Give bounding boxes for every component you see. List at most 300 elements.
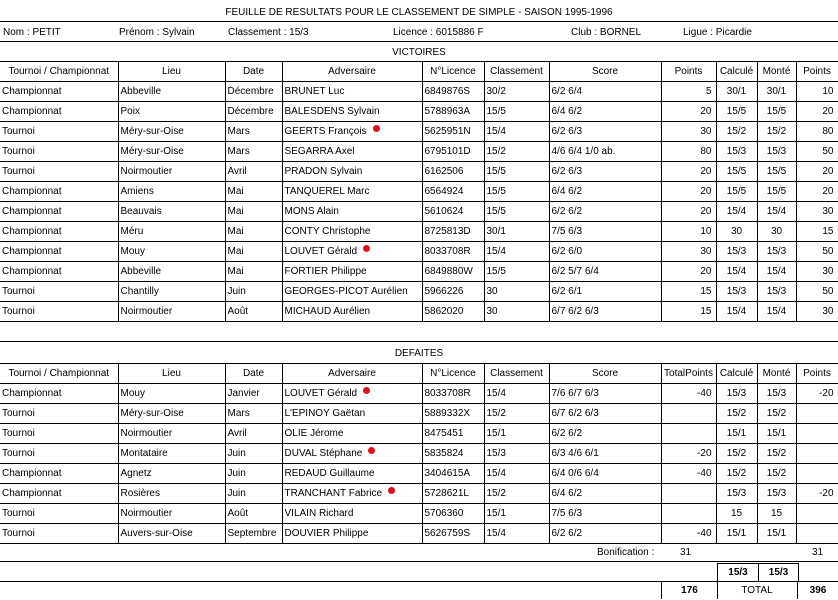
cell-adversaire bbox=[282, 384, 422, 404]
table-row bbox=[0, 182, 838, 202]
cell-points2: 50 bbox=[796, 242, 838, 262]
cell-date: Mai bbox=[225, 222, 282, 242]
opponent-name: LOUVET Gérald bbox=[284, 388, 358, 399]
table-row bbox=[0, 142, 838, 162]
cell-type: Championnat bbox=[0, 384, 118, 404]
column-header: Lieu bbox=[118, 364, 225, 384]
cell-monte: 30 bbox=[757, 222, 796, 242]
cell-monte: 15/4 bbox=[757, 202, 796, 222]
cell-monte: 15/3 bbox=[757, 282, 796, 302]
cell-calcule: 15/3 bbox=[716, 282, 757, 302]
cell-classement: 30/1 bbox=[484, 222, 549, 242]
cell-licence: 6795101D bbox=[422, 142, 484, 162]
cell-lieu: Méry-sur-Oise bbox=[118, 122, 225, 142]
cell-calcule: 30 bbox=[716, 222, 757, 242]
cell-licence: 6849880W bbox=[422, 262, 484, 282]
cell-points: 20 bbox=[661, 102, 716, 122]
cell-points: 5 bbox=[661, 82, 716, 102]
cell-points: -40 bbox=[661, 384, 716, 404]
cell-points: 20 bbox=[661, 162, 716, 182]
cell-adversaire bbox=[282, 464, 422, 484]
cell-lieu: Noirmoutier bbox=[118, 424, 225, 444]
cell-calcule: 15/3 bbox=[716, 242, 757, 262]
cell-classement: 30 bbox=[484, 282, 549, 302]
cell-date: Juin bbox=[225, 444, 282, 464]
cell-points: 15 bbox=[661, 302, 716, 322]
cell-adversaire bbox=[282, 182, 422, 202]
cell-type: Championnat bbox=[0, 262, 118, 282]
cell-licence: 5788963A bbox=[422, 102, 484, 122]
cell-lieu: Montataire bbox=[118, 444, 225, 464]
red-dot-marker-icon bbox=[363, 387, 370, 394]
cell-classement: 30/2 bbox=[484, 82, 549, 102]
table-row bbox=[0, 484, 838, 504]
cell-classement: 15/2 bbox=[484, 404, 549, 424]
opponent-name: MICHAUD Aurélien bbox=[284, 306, 371, 317]
opponent-name: BRUNET Luc bbox=[284, 86, 345, 97]
red-dot-marker-icon bbox=[388, 487, 395, 494]
cell-adversaire bbox=[282, 302, 422, 322]
cell-adversaire bbox=[282, 484, 422, 504]
cell-date: Mai bbox=[225, 262, 282, 282]
column-header: Lieu bbox=[118, 62, 225, 82]
cell-lieu: Abbeville bbox=[118, 262, 225, 282]
column-header: Score bbox=[549, 364, 661, 384]
table-row bbox=[0, 102, 838, 122]
cell-calcule: 15/2 bbox=[716, 122, 757, 142]
cell-classement: 15/4 bbox=[484, 524, 549, 544]
cell-score: 7/5 6/3 bbox=[549, 222, 661, 242]
cell-adversaire bbox=[282, 242, 422, 262]
cell-date: Mars bbox=[225, 122, 282, 142]
cell-points: 15 bbox=[661, 282, 716, 302]
cell-points bbox=[661, 424, 716, 444]
cell-type: Tournoi bbox=[0, 504, 118, 524]
opponent-name: PRADON Sylvain bbox=[284, 166, 363, 177]
table-row bbox=[0, 504, 838, 524]
cell-classement: 15/1 bbox=[484, 504, 549, 524]
cell-classement: 15/4 bbox=[484, 242, 549, 262]
column-header: Tournoi / Championnat bbox=[0, 62, 118, 82]
opponent-name: FORTIER Philippe bbox=[284, 266, 367, 277]
cell-date: Août bbox=[225, 504, 282, 524]
cell-lieu: Beauvais bbox=[118, 202, 225, 222]
cell-classement: 15/5 bbox=[484, 102, 549, 122]
cell-monte: 15/2 bbox=[757, 444, 796, 464]
cell-points bbox=[661, 484, 716, 504]
cell-points2: 80 bbox=[796, 122, 838, 142]
table-row bbox=[0, 162, 838, 182]
cell-licence: 5862020 bbox=[422, 302, 484, 322]
cell-licence: 6162506 bbox=[422, 162, 484, 182]
cell-lieu: Agnetz bbox=[118, 464, 225, 484]
cell-calcule: 15 bbox=[716, 504, 757, 524]
cell-monte: 15/3 bbox=[757, 242, 796, 262]
cell-calcule: 15/5 bbox=[716, 162, 757, 182]
table-row bbox=[0, 302, 838, 322]
cell-points: 20 bbox=[661, 182, 716, 202]
cell-monte: 15/2 bbox=[757, 122, 796, 142]
column-header: Date bbox=[225, 62, 282, 82]
opponent-name: TANQUEREL Marc bbox=[284, 186, 370, 197]
cell-score: 4/6 6/4 1/0 ab. bbox=[549, 142, 661, 162]
cell-licence: 5835824 bbox=[422, 444, 484, 464]
cell-points2: -20 bbox=[796, 484, 838, 504]
cell-lieu: Mouy bbox=[118, 242, 225, 262]
cell-calcule: 15/1 bbox=[716, 524, 757, 544]
cell-licence: 8033708R bbox=[422, 384, 484, 404]
column-header: Adversaire bbox=[282, 364, 422, 384]
cell-classement: 15/2 bbox=[484, 142, 549, 162]
defaites-table bbox=[0, 363, 838, 544]
column-header: Date bbox=[225, 364, 282, 384]
cell-calcule: 15/5 bbox=[716, 182, 757, 202]
cell-adversaire bbox=[282, 504, 422, 524]
cell-lieu: Noirmoutier bbox=[118, 162, 225, 182]
cell-score: 6/2 6/3 bbox=[549, 122, 661, 142]
cell-lieu: Amiens bbox=[118, 182, 225, 202]
cell-licence: 5889332X bbox=[422, 404, 484, 424]
column-header: Points bbox=[661, 62, 716, 82]
bonification-label: Bonification : bbox=[597, 547, 655, 558]
cell-type: Tournoi bbox=[0, 404, 118, 424]
cell-lieu: Chantilly bbox=[118, 282, 225, 302]
cell-points2: 30 bbox=[796, 262, 838, 282]
cell-adversaire bbox=[282, 222, 422, 242]
cell-points: 10 bbox=[661, 222, 716, 242]
cell-type: Championnat bbox=[0, 182, 118, 202]
defaites-heading: DEFAITES bbox=[394, 347, 444, 359]
cell-classement: 15/4 bbox=[484, 464, 549, 484]
cell-type: Championnat bbox=[0, 484, 118, 504]
cell-licence: 5966226 bbox=[422, 282, 484, 302]
cell-points2: 50 bbox=[796, 282, 838, 302]
cell-classement: 30 bbox=[484, 302, 549, 322]
cell-type: Championnat bbox=[0, 82, 118, 102]
cell-classement: 15/4 bbox=[484, 122, 549, 142]
divider bbox=[0, 41, 838, 42]
cell-calcule: 15/3 bbox=[716, 384, 757, 404]
cell-score: 6/7 6/2 6/3 bbox=[549, 302, 661, 322]
table-row bbox=[0, 464, 838, 484]
cell-calcule: 15/4 bbox=[716, 202, 757, 222]
cell-licence: 8725813D bbox=[422, 222, 484, 242]
cell-licence: 5610624 bbox=[422, 202, 484, 222]
cell-points bbox=[661, 504, 716, 524]
opponent-name: BALESDENS Sylvain bbox=[284, 106, 380, 117]
cell-type: Tournoi bbox=[0, 424, 118, 444]
cell-adversaire bbox=[282, 122, 422, 142]
cell-points2: 20 bbox=[796, 182, 838, 202]
sheet-title: FEUILLE DE RESULTATS POUR LE CLASSEMENT DE SIMPLE - SAISON 1995-1996 bbox=[225, 6, 613, 18]
cell-points2: 50 bbox=[796, 142, 838, 162]
cell-type: Tournoi bbox=[0, 162, 118, 182]
cell-adversaire bbox=[282, 202, 422, 222]
cell-classement: 15/5 bbox=[484, 182, 549, 202]
cell-points2: 20 bbox=[796, 162, 838, 182]
red-dot-marker-icon bbox=[363, 245, 370, 252]
cell-calcule: 15/2 bbox=[716, 404, 757, 424]
cell-licence: 6849876S bbox=[422, 82, 484, 102]
divider bbox=[0, 21, 838, 22]
cell-date: Avril bbox=[225, 162, 282, 182]
cell-licence: 8475451 bbox=[422, 424, 484, 444]
cell-type: Championnat bbox=[0, 202, 118, 222]
cell-score: 6/4 6/2 bbox=[549, 102, 661, 122]
cell-date: Avril bbox=[225, 424, 282, 444]
player-club: Club : BORNEL bbox=[571, 27, 642, 38]
cell-points: 20 bbox=[661, 262, 716, 282]
cell-monte: 15/4 bbox=[757, 262, 796, 282]
cell-adversaire bbox=[282, 424, 422, 444]
bonification-value: 31 bbox=[680, 547, 692, 558]
cell-score: 6/2 6/4 bbox=[549, 82, 661, 102]
cell-score: 6/2 6/3 bbox=[549, 162, 661, 182]
cell-points2: -20 bbox=[796, 384, 838, 404]
opponent-name: GEERTS François bbox=[284, 126, 367, 137]
cell-monte: 15/5 bbox=[757, 102, 796, 122]
column-header: Points bbox=[796, 62, 838, 82]
cell-points2 bbox=[796, 464, 838, 484]
cell-lieu: Noirmoutier bbox=[118, 504, 225, 524]
cell-licence: 3404615A bbox=[422, 464, 484, 484]
final-monte: 15/3 bbox=[758, 563, 799, 582]
cell-date: Juin bbox=[225, 282, 282, 302]
column-header: Calculé bbox=[716, 364, 757, 384]
cell-monte: 15 bbox=[757, 504, 796, 524]
column-header: Adversaire bbox=[282, 62, 422, 82]
opponent-name: L'EPINOY Gaëtan bbox=[284, 408, 366, 419]
cell-lieu: Poix bbox=[118, 102, 225, 122]
column-header: Monté bbox=[757, 62, 796, 82]
cell-classement: 15/3 bbox=[484, 444, 549, 464]
cell-calcule: 15/1 bbox=[716, 424, 757, 444]
cell-monte: 15/1 bbox=[757, 424, 796, 444]
table-row bbox=[0, 524, 838, 544]
cell-licence: 8033708R bbox=[422, 242, 484, 262]
cell-classement: 15/5 bbox=[484, 262, 549, 282]
cell-monte: 15/3 bbox=[757, 142, 796, 162]
cell-monte: 15/2 bbox=[757, 404, 796, 424]
cell-lieu: Méru bbox=[118, 222, 225, 242]
cell-type: Tournoi bbox=[0, 142, 118, 162]
cell-classement: 15/4 bbox=[484, 384, 549, 404]
cell-points2 bbox=[796, 524, 838, 544]
column-header: N°Licence bbox=[422, 364, 484, 384]
cell-calcule: 15/4 bbox=[716, 302, 757, 322]
cell-score: 6/4 6/2 bbox=[549, 182, 661, 202]
cell-date: Mars bbox=[225, 142, 282, 162]
cell-lieu: Rosières bbox=[118, 484, 225, 504]
opponent-name: TRANCHANT Fabrice bbox=[284, 488, 383, 499]
opponent-name: MONS Alain bbox=[284, 206, 339, 217]
cell-adversaire bbox=[282, 444, 422, 464]
cell-score: 6/2 6/0 bbox=[549, 242, 661, 262]
table-row bbox=[0, 202, 838, 222]
cell-calcule: 30/1 bbox=[716, 82, 757, 102]
cell-monte: 15/3 bbox=[757, 384, 796, 404]
column-header: Calculé bbox=[716, 62, 757, 82]
cell-classement: 15/2 bbox=[484, 484, 549, 504]
total-label: TOTAL bbox=[741, 585, 773, 596]
victoires-header-row bbox=[0, 62, 838, 82]
cell-points2: 30 bbox=[796, 202, 838, 222]
red-dot-marker-icon bbox=[368, 447, 375, 454]
table-row bbox=[0, 384, 838, 404]
cell-points2: 30 bbox=[796, 302, 838, 322]
cell-score: 6/4 6/2 bbox=[549, 484, 661, 504]
table-row bbox=[0, 404, 838, 424]
cell-points: -40 bbox=[661, 464, 716, 484]
opponent-name: DOUVIER Philippe bbox=[284, 528, 369, 539]
cell-adversaire bbox=[282, 262, 422, 282]
cell-score: 6/4 0/6 6/4 bbox=[549, 464, 661, 484]
column-header: Classement bbox=[484, 62, 549, 82]
player-nom: Nom : PETIT bbox=[3, 27, 61, 38]
player-ligue: Ligue : Picardie bbox=[683, 27, 752, 38]
cell-points: 30 bbox=[661, 242, 716, 262]
cell-monte: 15/2 bbox=[757, 464, 796, 484]
cell-type: Championnat bbox=[0, 242, 118, 262]
cell-date: Mai bbox=[225, 202, 282, 222]
player-classement: Classement : 15/3 bbox=[228, 27, 309, 38]
cell-adversaire bbox=[282, 82, 422, 102]
table-row bbox=[0, 82, 838, 102]
cell-points: 30 bbox=[661, 122, 716, 142]
cell-points2: 15 bbox=[796, 222, 838, 242]
cell-classement: 15/1 bbox=[484, 424, 549, 444]
cell-points: 80 bbox=[661, 142, 716, 162]
cell-classement: 15/5 bbox=[484, 162, 549, 182]
cell-date: Décembre bbox=[225, 102, 282, 122]
cell-calcule: 15/3 bbox=[716, 484, 757, 504]
cell-points2 bbox=[796, 504, 838, 524]
cell-score: 6/2 6/2 bbox=[549, 202, 661, 222]
table-row bbox=[0, 222, 838, 242]
table-row bbox=[0, 122, 838, 142]
cell-points2 bbox=[796, 444, 838, 464]
table-row bbox=[0, 282, 838, 302]
player-prenom: Prénom : Sylvain bbox=[119, 27, 195, 38]
cell-date: Mai bbox=[225, 182, 282, 202]
divider bbox=[0, 561, 838, 562]
column-header: Tournoi / Championnat bbox=[0, 364, 118, 384]
column-header: TotalPoints bbox=[661, 364, 716, 384]
cell-score: 6/7 6/2 6/3 bbox=[549, 404, 661, 424]
cell-type: Tournoi bbox=[0, 122, 118, 142]
cell-monte: 15/4 bbox=[757, 302, 796, 322]
table-row bbox=[0, 444, 838, 464]
cell-date: Juin bbox=[225, 464, 282, 484]
cell-adversaire bbox=[282, 282, 422, 302]
cell-date: Août bbox=[225, 302, 282, 322]
cell-score: 6/2 6/1 bbox=[549, 282, 661, 302]
cell-lieu: Noirmoutier bbox=[118, 302, 225, 322]
victoires-table bbox=[0, 61, 838, 322]
cell-points: -20 bbox=[661, 444, 716, 464]
column-header: Score bbox=[549, 62, 661, 82]
cell-classement: 15/5 bbox=[484, 202, 549, 222]
cell-adversaire bbox=[282, 142, 422, 162]
cell-points2 bbox=[796, 424, 838, 444]
final-calcule: 15/3 bbox=[717, 563, 759, 582]
cell-adversaire bbox=[282, 102, 422, 122]
cell-licence: 5706360 bbox=[422, 504, 484, 524]
cell-monte: 30/1 bbox=[757, 82, 796, 102]
opponent-name: LOUVET Gérald bbox=[284, 246, 358, 257]
cell-score: 6/2 5/7 6/4 bbox=[549, 262, 661, 282]
opponent-name: SEGARRA Axel bbox=[284, 146, 355, 157]
table-row bbox=[0, 424, 838, 444]
cell-type: Tournoi bbox=[0, 282, 118, 302]
cell-type: Championnat bbox=[0, 464, 118, 484]
table-row bbox=[0, 242, 838, 262]
cell-calcule: 15/5 bbox=[716, 102, 757, 122]
cell-points2: 10 bbox=[796, 82, 838, 102]
cell-adversaire bbox=[282, 162, 422, 182]
cell-score: 7/6 6/7 6/3 bbox=[549, 384, 661, 404]
cell-calcule: 15/2 bbox=[716, 464, 757, 484]
red-dot-marker-icon bbox=[373, 125, 380, 132]
cell-monte: 15/5 bbox=[757, 162, 796, 182]
cell-licence: 5626759S bbox=[422, 524, 484, 544]
defaites-header-row bbox=[0, 364, 838, 384]
cell-type: Tournoi bbox=[0, 444, 118, 464]
column-header: Monté bbox=[757, 364, 796, 384]
cell-type: Championnat bbox=[0, 102, 118, 122]
cell-monte: 15/1 bbox=[757, 524, 796, 544]
cell-type: Tournoi bbox=[0, 524, 118, 544]
column-header: Classement bbox=[484, 364, 549, 384]
opponent-name: REDAUD Guillaume bbox=[284, 468, 375, 479]
cell-date: Janvier bbox=[225, 384, 282, 404]
cell-date: Mai bbox=[225, 242, 282, 262]
victoires-heading: VICTOIRES bbox=[392, 46, 446, 58]
column-header: N°Licence bbox=[422, 62, 484, 82]
cell-lieu: Auvers-sur-Oise bbox=[118, 524, 225, 544]
cell-lieu: Méry-sur-Oise bbox=[118, 404, 225, 424]
opponent-name: OLIE Jérome bbox=[284, 428, 344, 439]
cell-points: 20 bbox=[661, 202, 716, 222]
opponent-name: VILAIN Richard bbox=[284, 508, 354, 519]
column-header: Points bbox=[796, 364, 838, 384]
cell-lieu: Méry-sur-Oise bbox=[118, 142, 225, 162]
divider bbox=[0, 341, 838, 342]
cell-licence: 5728621L bbox=[422, 484, 484, 504]
bonification-points: 31 bbox=[812, 547, 824, 558]
opponent-name: DUVAL Stéphane bbox=[284, 448, 363, 459]
cell-licence: 6564924 bbox=[422, 182, 484, 202]
cell-calcule: 15/4 bbox=[716, 262, 757, 282]
cell-date: Juin bbox=[225, 484, 282, 504]
cell-date: Mars bbox=[225, 404, 282, 424]
cell-points2: 20 bbox=[796, 102, 838, 122]
cell-type: Tournoi bbox=[0, 302, 118, 322]
table-row bbox=[0, 262, 838, 282]
cell-score: 6/3 4/6 6/1 bbox=[549, 444, 661, 464]
cell-date: Septembre bbox=[225, 524, 282, 544]
cell-points: -40 bbox=[661, 524, 716, 544]
cell-points bbox=[661, 404, 716, 424]
cell-date: Décembre bbox=[225, 82, 282, 102]
cell-score: 6/2 6/2 bbox=[549, 524, 661, 544]
cell-calcule: 15/3 bbox=[716, 142, 757, 162]
cell-type: Championnat bbox=[0, 222, 118, 242]
player-licence: Licence : 6015886 F bbox=[393, 27, 484, 38]
cell-monte: 15/5 bbox=[757, 182, 796, 202]
cell-monte: 15/3 bbox=[757, 484, 796, 504]
opponent-name: CONTY Christophe bbox=[284, 226, 371, 237]
